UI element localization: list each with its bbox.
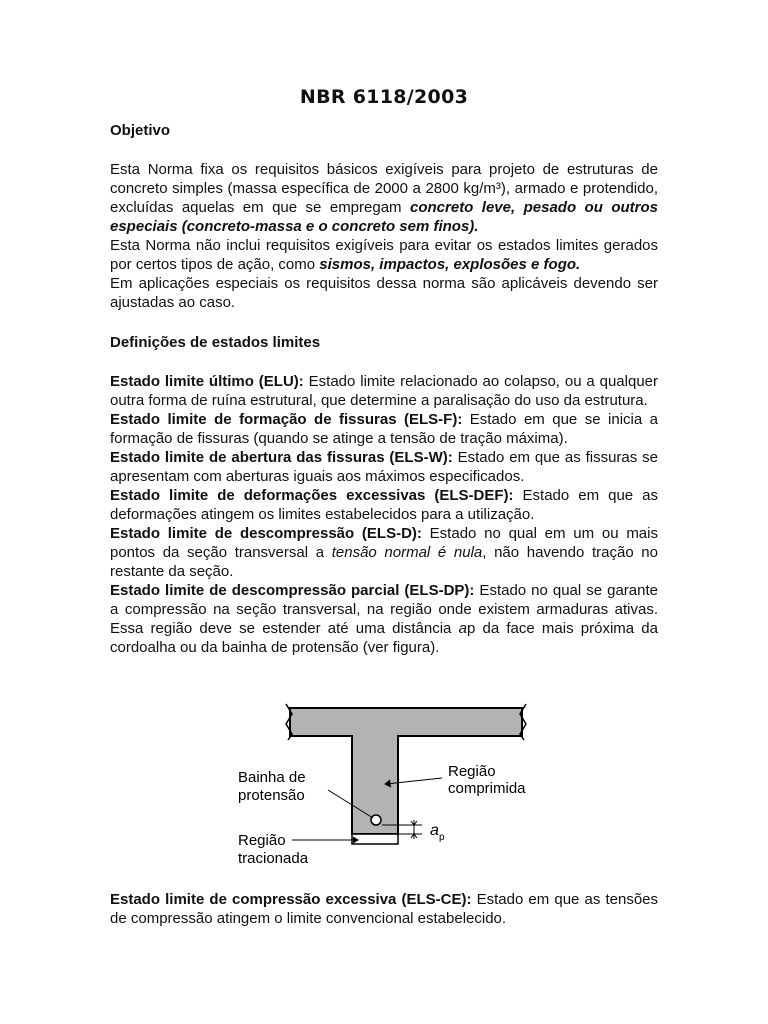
def-els-f: Estado em que se inicia a formação de fissuras (quando se atinge a tensão de tração máxima). xyxy=(110,411,659,447)
objetivo-section xyxy=(110,121,658,140)
objetivo-paragraph-3: Em aplicações especiais os requisitos dessa norma são aplicáveis devendo ser ajustadas ao caso. xyxy=(110,275,658,311)
term-els-f: Estado limite de formação de fissuras (ELS-F): xyxy=(110,411,463,428)
def-els-dp-b: p da face mais próxima da cordoalha ou da bainha de protensão (ver figura). xyxy=(110,620,658,656)
regiao-tracionada-strip xyxy=(352,834,398,844)
definicoes-body xyxy=(110,372,658,657)
definition-els-d xyxy=(110,524,658,581)
label-ap-subscript: p xyxy=(439,832,445,843)
objetivo-paragraph-2 xyxy=(110,236,658,274)
label-regiao-tracionada-line2: tracionada xyxy=(238,850,309,867)
objetivo-p1-text: Esta Norma fixa os requisitos básicos exigíveis para projeto de estruturas de concreto simples (massa específica de 2000 a 2800 kg/m³), armado e protendido, excluídas aquelas em que se empregam xyxy=(110,161,658,216)
def-els-ce: Estado em que as tensões de compressão atingem o limite convencional estabelecido. xyxy=(110,891,658,927)
definition-els-dp xyxy=(110,581,658,657)
definition-els-def xyxy=(110,486,658,524)
objetivo-heading: Objetivo xyxy=(110,122,171,139)
definition-elu xyxy=(110,372,658,410)
def-els-d-italic: tensão normal é nula xyxy=(331,544,483,561)
objetivo-p2-emphasis: sismos, impactos, explosões e fogo. xyxy=(319,256,581,273)
term-els-d: Estado limite de descompressão (ELS-D): xyxy=(110,525,422,542)
objetivo-p1-emphasis: concreto leve, pesado ou outros especiais (concreto-massa e o concreto sem finos). xyxy=(110,199,658,235)
def-els-d-b: , não havendo tração no restante da seção. xyxy=(110,544,658,580)
label-regiao-tracionada-line1: Região xyxy=(238,832,286,849)
term-els-def: Estado limite de deformações excessivas (ELS-DEF): xyxy=(110,487,514,504)
def-elu: Estado limite relacionado ao colapso, ou a qualquer outra forma de ruína estrutural, que determine a paralisação do uso da estrutura. xyxy=(110,373,659,409)
t-beam-figure xyxy=(230,700,550,870)
term-els-w: Estado limite de abertura das fissuras (ELS-W): xyxy=(110,449,453,466)
label-bainha-line1: Bainha de xyxy=(238,769,306,786)
label-regiao-comprimida-line1: Região xyxy=(448,763,496,780)
term-elu: Estado limite último (ELU): xyxy=(110,373,304,390)
definition-els-ce xyxy=(110,890,658,928)
term-els-ce: Estado limite de compressão excessiva (ELS-CE): xyxy=(110,891,472,908)
t-beam-diagram xyxy=(230,700,550,870)
objetivo-body xyxy=(110,160,658,312)
def-els-dp-italic: a xyxy=(458,620,467,637)
bainha-circle xyxy=(371,815,381,825)
definicoes-section xyxy=(110,333,658,352)
page-title: NBR 6118/2003 xyxy=(299,86,469,108)
definition-els-w xyxy=(110,448,658,486)
def-els-def: Estado em que as deformações atingem os limites estabelecidos para a utilização. xyxy=(110,487,658,523)
definition-els-f xyxy=(110,410,658,448)
label-ap: a xyxy=(430,822,439,839)
term-els-dp: Estado limite de descompressão parcial (ELS-DP): xyxy=(110,582,475,599)
def-els-w: Estado em que as fissuras se apresentam com aberturas iguais aos máximos especificados. xyxy=(110,449,658,485)
def-els-d-a: Estado no qual em um ou mais pontos da seção transversal a xyxy=(110,525,658,561)
definicoes-heading: Definições de estados limites xyxy=(110,334,321,351)
label-regiao-comprimida-line2: comprimida xyxy=(448,780,526,797)
label-bainha-line2: protensão xyxy=(238,787,305,804)
objetivo-paragraph-1 xyxy=(110,160,658,236)
objetivo-p2-text: Esta Norma não inclui requisitos exigíveis para evitar os estados limites gerados por certos tipos de ação, como xyxy=(110,237,658,273)
def-els-dp-a: Estado no qual se garante a compressão na seção transversal, na região onde existem armaduras ativas. Essa região deve se estender até uma distância xyxy=(110,582,658,637)
definicoes-body-2 xyxy=(110,890,658,928)
